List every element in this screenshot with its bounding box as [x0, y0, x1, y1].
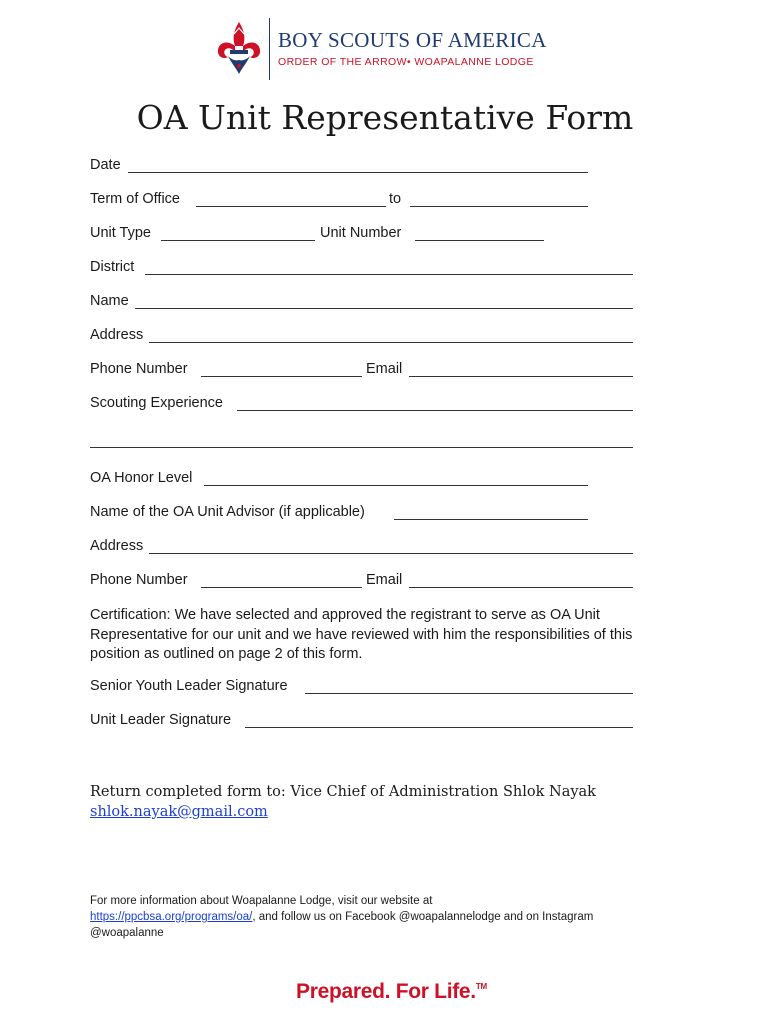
- website-link[interactable]: https://ppcbsa.org/programs/oa/: [90, 911, 253, 923]
- lodge-name: ORDER OF THE ARROW• WOAPALANNE LODGE: [278, 56, 534, 68]
- advisor-address-row: [90, 538, 635, 558]
- footer-text-intro: For more information about Woapalanne Lodge, visit our website at: [90, 895, 433, 907]
- term-of-office-label: Term of Office: [90, 191, 180, 207]
- address-row: [90, 327, 635, 347]
- org-name: BOY SCOUTS OF AMERICA: [278, 28, 547, 52]
- senior-youth-leader-signature-field[interactable]: [305, 693, 633, 694]
- unit-number-label: Unit Number: [320, 225, 402, 241]
- tagline-text: Prepared. For Life.: [296, 980, 476, 1003]
- advisor-address-label: Address: [90, 538, 144, 554]
- date-row: [90, 157, 590, 177]
- advisor-phone-number-label: Phone Number: [90, 572, 188, 588]
- logo-divider: [269, 18, 270, 80]
- unit-type-label: Unit Type: [90, 225, 151, 241]
- advisor-email-label: Email: [366, 572, 403, 588]
- term-to-label: to: [389, 191, 402, 207]
- footer-info: [90, 893, 650, 941]
- unit-type-field[interactable]: [161, 240, 315, 241]
- phone-number-label: Phone Number: [90, 361, 188, 377]
- term-start-field[interactable]: [196, 206, 386, 207]
- date-label: Date: [90, 157, 121, 173]
- senior-youth-leader-signature-row: [90, 678, 635, 698]
- scouting-experience-row: [90, 395, 635, 415]
- district-row: [90, 259, 635, 279]
- district-label: District: [90, 259, 135, 275]
- date-field[interactable]: [128, 172, 588, 173]
- oa-unit-advisor-row: [90, 504, 590, 524]
- advisor-phone-email-row: [90, 572, 635, 592]
- prepared-for-life-tagline: [296, 980, 487, 1004]
- phone-number-field[interactable]: [201, 376, 362, 377]
- unit-leader-signature-row: [90, 712, 635, 732]
- senior-youth-leader-signature-label: Senior Youth Leader Signature: [90, 678, 288, 694]
- email-label: Email: [366, 361, 403, 377]
- address-label: Address: [90, 327, 144, 343]
- unit-number-field[interactable]: [415, 240, 544, 241]
- address-field[interactable]: [149, 342, 633, 343]
- form-title: OA Unit Representative Form: [136, 98, 634, 137]
- scouting-experience-field[interactable]: [237, 410, 633, 411]
- unit-row: [90, 225, 550, 245]
- trademark-mark: TM: [475, 982, 487, 991]
- name-row: [90, 293, 635, 313]
- scouting-experience-label: Scouting Experience: [90, 395, 223, 411]
- certification-text: Certification: We have selected and approved the registrant to serve as OA Unit Representative for our unit and we have reviewed with him the responsibilities of this position as outlined on page 2 of this form.: [90, 607, 633, 662]
- return-info-text: Return completed form to: Vice Chief of Administration Shlok Nayak: [90, 784, 596, 800]
- oa-unit-advisor-field[interactable]: [394, 519, 588, 520]
- unit-leader-signature-label: Unit Leader Signature: [90, 712, 232, 728]
- advisor-address-field[interactable]: [149, 553, 633, 554]
- term-row: [90, 191, 590, 211]
- oa-unit-advisor-label: Name of the OA Unit Advisor (if applicable): [90, 504, 365, 520]
- scouting-experience-field-line-2[interactable]: [90, 447, 633, 448]
- footer-text-social: , and follow us on Facebook @woapalannelodge and on Instagram @woapalanne: [90, 911, 594, 939]
- name-field[interactable]: [135, 308, 633, 309]
- return-email-link[interactable]: shlok.nayak@gmail.com: [90, 804, 268, 820]
- email-field[interactable]: [409, 376, 633, 377]
- oa-honor-level-field[interactable]: [204, 485, 588, 486]
- advisor-phone-number-field[interactable]: [201, 587, 362, 588]
- phone-email-row: [90, 361, 635, 381]
- bsa-logo: [214, 18, 554, 80]
- name-label: Name: [90, 293, 129, 309]
- oa-honor-level-row: [90, 470, 590, 490]
- district-field[interactable]: [145, 274, 633, 275]
- advisor-email-field[interactable]: [409, 587, 633, 588]
- unit-leader-signature-field[interactable]: [245, 727, 633, 728]
- oa-honor-level-label: OA Honor Level: [90, 470, 193, 486]
- fleur-de-lis-icon: [214, 20, 264, 76]
- term-end-field[interactable]: [410, 206, 588, 207]
- return-info: [90, 782, 596, 822]
